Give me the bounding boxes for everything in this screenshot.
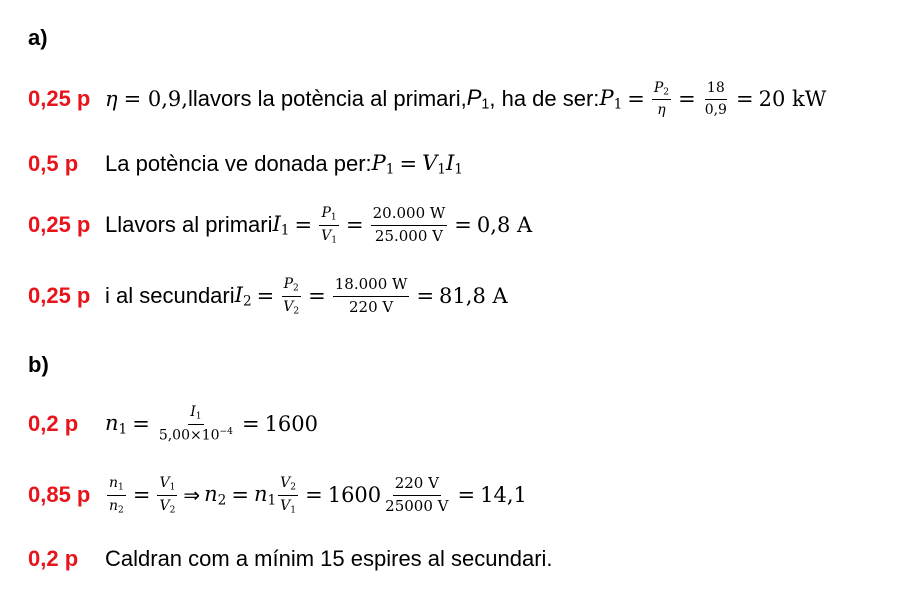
line-power-primary: 0,25 p η = 0,9, llavors la potència al primari, $P_1$ , ha de ser: $P_1$ = $\frac{P_2}{\eta}$ = $\frac{18}{0,9}$ = 20 kW [28, 79, 827, 119]
points-badge: 0,2 p [28, 411, 79, 436]
result-value: 0,8 A [476, 213, 533, 237]
fraction-v1-over-v2: $\frac{V_1}{V_2}$ [159, 474, 176, 515]
points-badge: 0,25 p [28, 283, 91, 308]
explanation-text: Llavors al primari [105, 212, 273, 237]
line-current-primary: 0,25 p Llavors al primari $I_1$ = $\frac{P_1}{V_1}$ = $\frac{20.000 W}{25.000 V}$ = 0,8 A [28, 204, 533, 245]
fraction-n1-over-n2: $\frac{n_1}{n_2}$ [109, 474, 124, 515]
fraction-p2-over-v2: $\frac{P_2}{V_2}$ [283, 275, 300, 316]
result-value: 14,1 [480, 483, 527, 507]
section-b-label: b) [28, 352, 49, 377]
fraction-v2-over-v1: $\frac{V_2}{V_1}$ [280, 474, 297, 515]
line-turns-secondary: 0,85 p $\frac{n_1}{n_2}$ = $\frac{V_1}{V_2}$ ⇒ $n_2$ = $n_1$ $\frac{V_2}{V_1}$ = 1600 $\frac{220 V}{25000 V}$ = 14,1 [28, 474, 527, 515]
fraction-voltage-ratio: $\frac{220 V}{25000 V}$ [385, 474, 449, 515]
conclusion-text: Caldran com a mínim 15 espires al secundari. [105, 546, 553, 571]
coefficient-value: 1600 [327, 483, 382, 507]
fraction-power-over-voltage: $\frac{18.000 W}{220 V}$ [334, 275, 408, 316]
power-symbol: $P_1$ [466, 85, 490, 113]
result-value: 20 kW [758, 87, 827, 111]
fraction-i1-over-constant: $\frac{I_1}{5,00\times 10^{-4}}$ [158, 404, 233, 444]
line-current-secondary: 0,25 p i al secundari $I_2$ = $\frac{P_2}{V_2}$ = $\frac{18.000 W}{220 V}$ = 81,8 A [28, 275, 508, 316]
explanation-text-2: , ha de ser: [489, 86, 600, 111]
line-power-formula: 0,5 p La potència ve donada per: $P_1$ = $V_1I_1$ [28, 150, 463, 178]
points-badge: 0,5 p [28, 151, 79, 176]
points-badge: 0,85 p [28, 482, 91, 507]
points-badge: 0,25 p [28, 86, 91, 111]
result-value: 81,8 A [439, 284, 508, 308]
n1-var: $n_1$ [253, 481, 277, 509]
line-turns-primary: 0,2 p $n_1$ = $\frac{I_1}{5,00\times 10^{-4}}$ = 1600 [28, 404, 319, 444]
i1-var: $I_1$ [272, 211, 290, 239]
p1-var: $P_1$ [599, 85, 623, 113]
formula-v1-i1: $V_1I_1$ [422, 150, 463, 178]
fraction-p2-over-eta: $\frac{P_2}{\eta}$ [653, 79, 670, 119]
n2-var: $n_2$ [204, 481, 227, 509]
points-badge: 0,2 p [28, 546, 79, 571]
implies-arrow-icon: ⇒ [183, 483, 201, 507]
result-value: 1600 [264, 412, 319, 436]
section-a-heading [28, 12, 48, 64]
formula-p1: $P_1$ [371, 150, 395, 178]
eta-value: = 0,9, [123, 87, 188, 111]
fraction-p1-over-v1: $\frac{P_1}{V_1}$ [321, 204, 338, 245]
explanation-text: La potència ve donada per: [105, 151, 372, 176]
section-b-heading [28, 339, 49, 391]
line-conclusion [28, 533, 553, 585]
explanation-text: llavors la potència al primari, [187, 86, 467, 111]
fraction-18-over-09: $\frac{18}{0,9}$ [704, 80, 727, 118]
eta-symbol: η [105, 87, 118, 111]
fraction-power-over-voltage: $\frac{20.000 W}{25.000 V}$ [372, 204, 446, 245]
section-a-label: a) [28, 25, 48, 50]
points-badge: 0,25 p [28, 212, 91, 237]
n1-var: $n_1$ [105, 410, 128, 438]
i2-var: $I_2$ [234, 282, 252, 310]
explanation-text: i al secundari [105, 283, 235, 308]
